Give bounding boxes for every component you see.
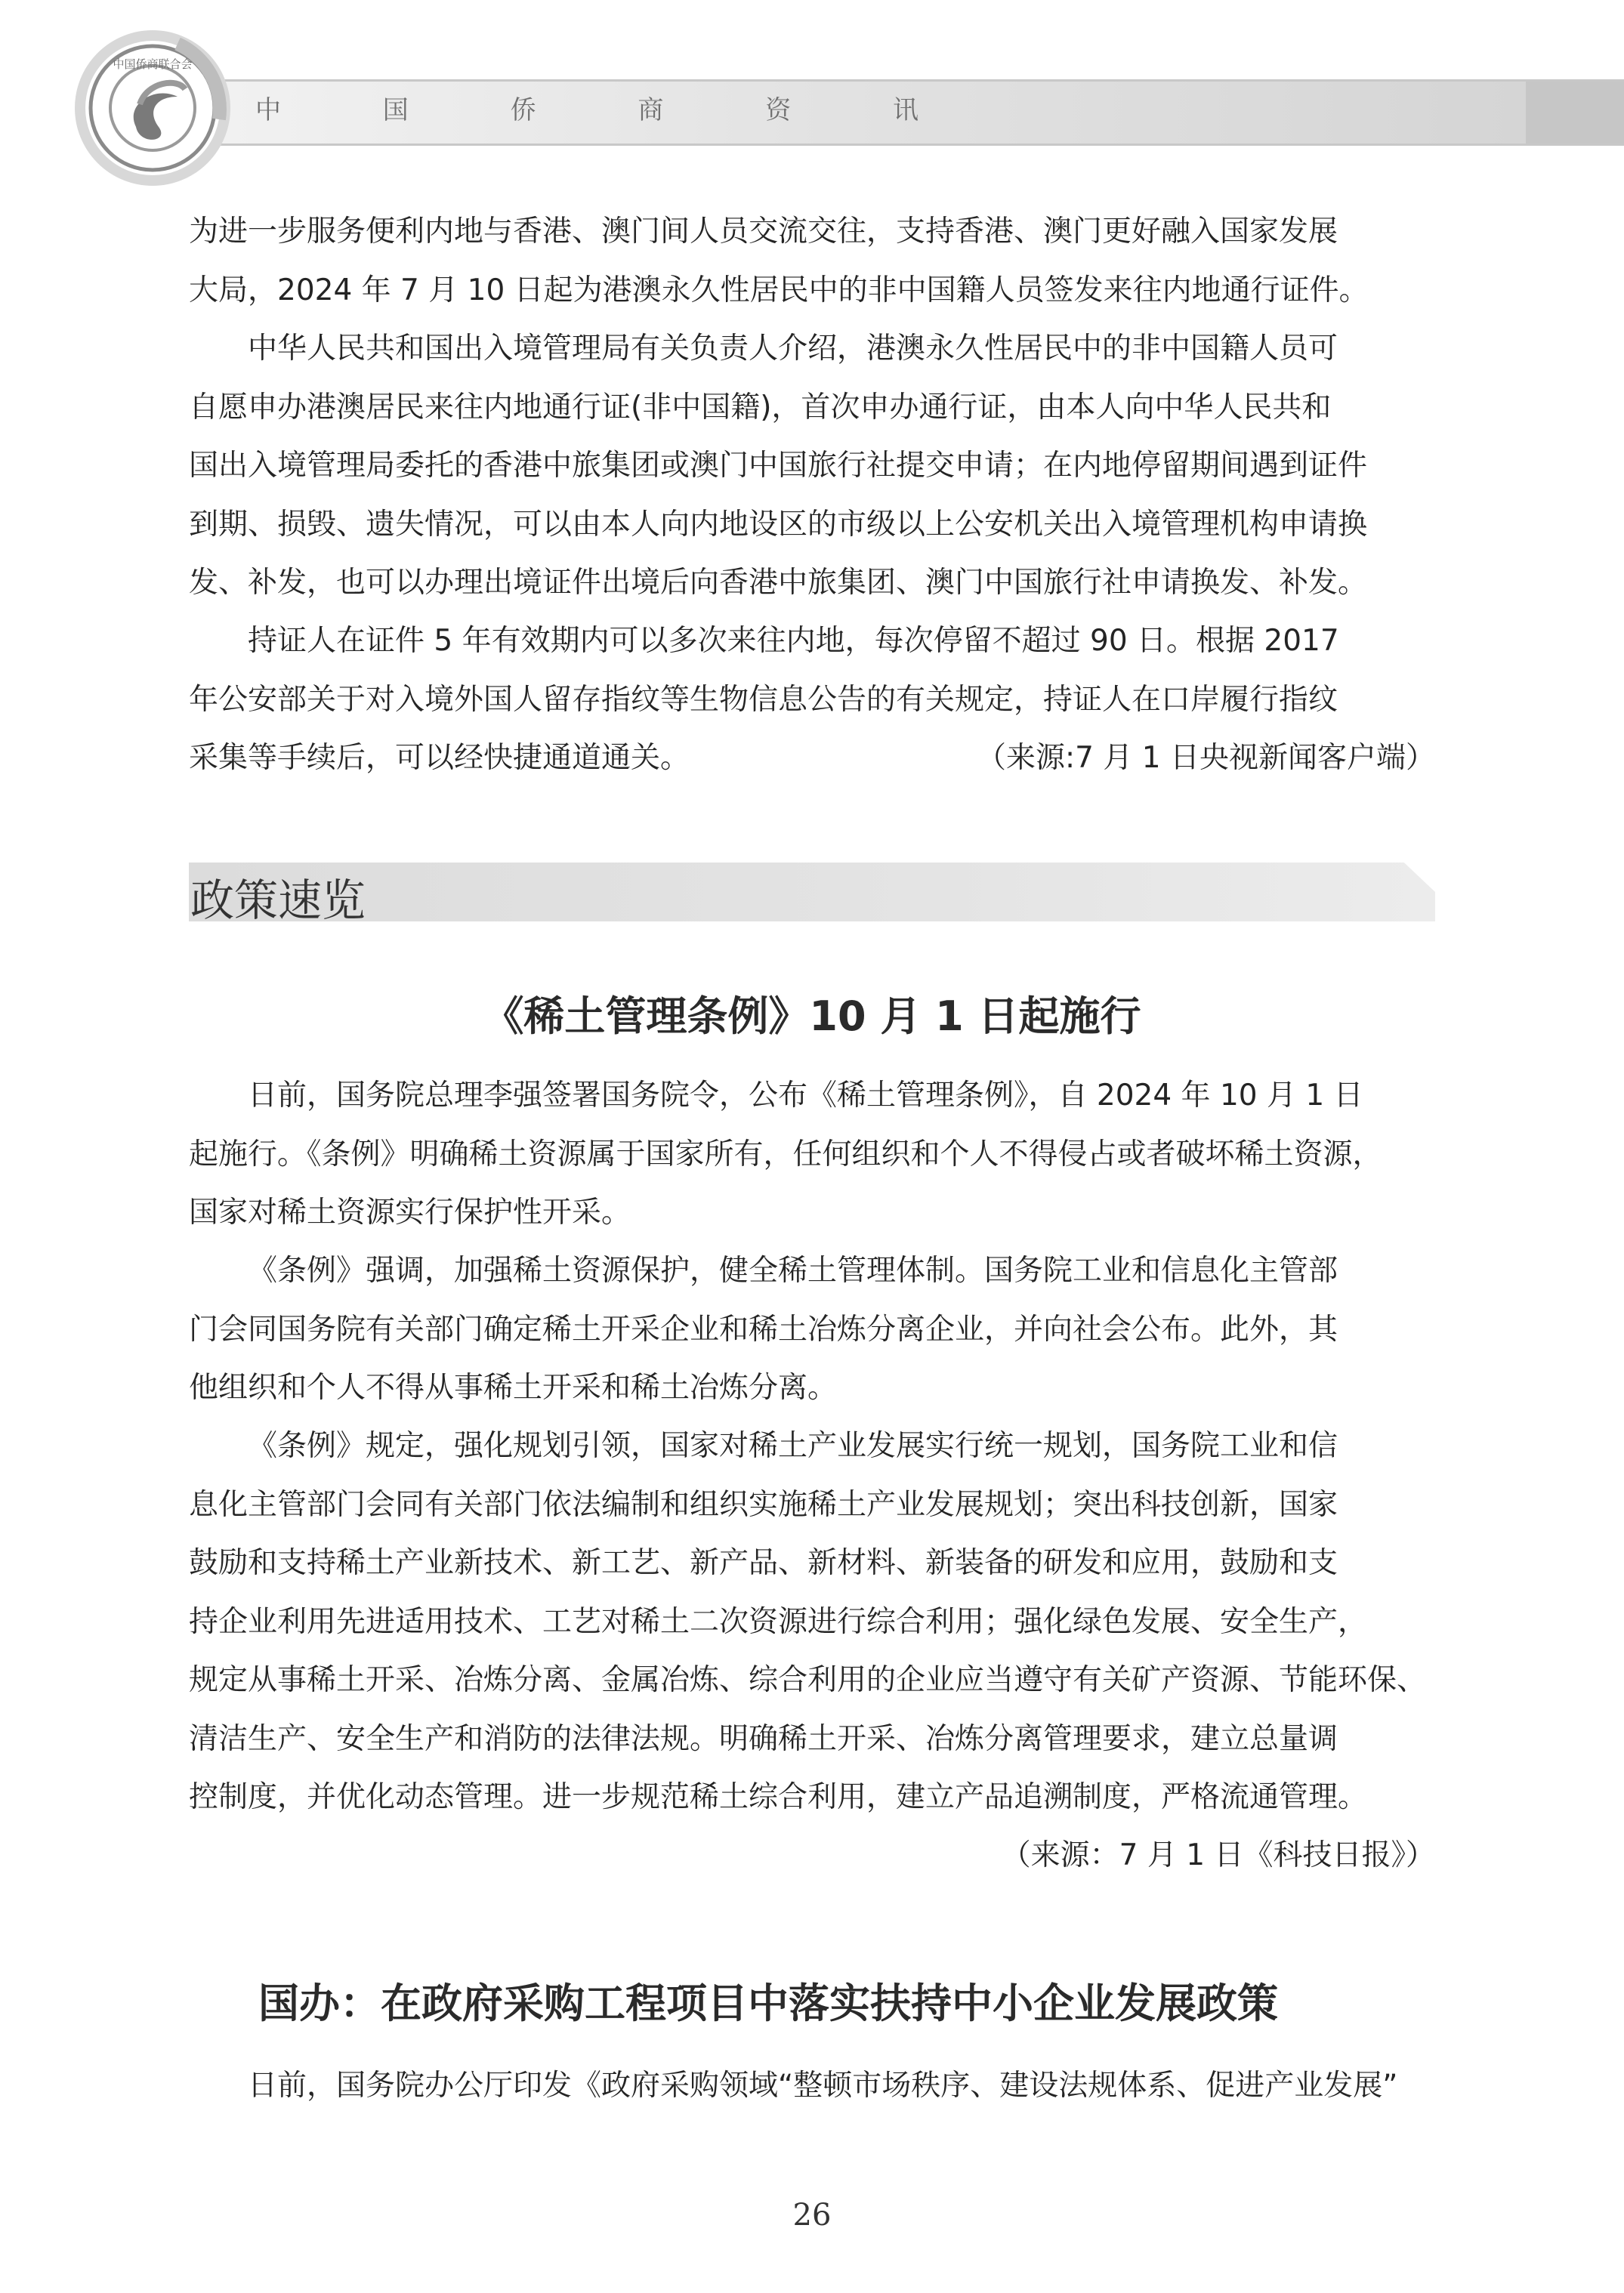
text-line: 自愿申办港澳居民来往内地通行证(非中国籍)，首次申办通行证，由本人向中华人民共和: [189, 390, 1332, 424]
text-line: 日前，国务院总理李强签署国务院令，公布《稀土管理条例》，自 2024 年 10 月 1 日: [248, 1079, 1363, 1113]
article2-paragraph-2: [189, 1242, 1435, 1418]
text-line: 国出入境管理局委托的香港中旅集团或澳门中国旅行社提交申请；在内地停留期间遇到证件: [189, 449, 1368, 483]
article2-source: （来源：7 月 1 日《科技日报》）: [1001, 1838, 1435, 1872]
section-banner: [189, 863, 1435, 921]
text-line: 《条例》规定，强化规划引领，国家对稀土产业发展实行统一规划，国务院工业和信: [248, 1429, 1338, 1463]
text-line: 采集等手续后，可以经快捷通道通关。: [189, 741, 690, 775]
article1-source: （来源:7 月 1 日央视新闻客户端）: [977, 741, 1435, 775]
running-header-title: 中 国 侨 商 资 讯: [255, 95, 966, 125]
text-line: 门会同国务院有关部门确定稀土开采企业和稀土冶炼分离企业，并向社会公布。此外，其: [189, 1312, 1338, 1347]
text-line: 为进一步服务便利内地与香港、澳门间人员交流交往，支持香港、澳门更好融入国家发展: [189, 214, 1338, 248]
article2-paragraph-1: [189, 1066, 1435, 1242]
page-number: 26: [792, 2198, 832, 2233]
federation-logo: [64, 14, 242, 191]
text-line: 持证人在证件 5 年有效期内可以多次来往内地，每次停留不超过 90 日。根据 2017: [248, 624, 1339, 658]
article2-title: 《稀土管理条例》10 月 1 日起施行: [483, 992, 1141, 1040]
section-title: 政策速览: [190, 875, 366, 926]
text-line: 规定从事稀土开采、冶炼分离、金属冶炼、综合利用的企业应当遵守有关矿产资源、节能环保、: [189, 1663, 1427, 1697]
logo-text: 中国侨商联合会: [113, 57, 193, 71]
text-line: 他组织和个人不得从事稀土开采和稀土冶炼分离。: [189, 1371, 838, 1405]
text-line: 发、补发，也可以办理出境证件出境后向香港中旅集团、澳门中国旅行社申请换发、补发。: [189, 566, 1368, 600]
text-line: 到期、损毁、遗失情况，可以由本人向内地设区的市级以上公安机关出入境管理机构申请换: [189, 507, 1368, 542]
text-line: 中华人民共和国出入境管理局有关负责人介绍，港澳永久性居民中的非中国籍人员可: [248, 332, 1338, 366]
text-line: 持企业利用先进适用技术、工艺对稀土二次资源进行综合利用；强化绿色发展、安全生产，: [189, 1604, 1368, 1639]
text-line: 大局，2024 年 7 月 10 日起为港澳永久性居民中的非中国籍人员签发来往内地通行证件。: [189, 273, 1369, 307]
article1-paragraph-2: [189, 319, 1435, 613]
text-line: 鼓励和支持稀土产业新技术、新工艺、新产品、新材料、新装备的研发和应用，鼓励和支: [189, 1546, 1338, 1580]
article3-paragraph-1: [189, 2057, 1435, 2116]
text-line: 清洁生产、安全生产和消防的法律法规。明确稀土开采、冶炼分离管理要求，建立总量调: [189, 1721, 1338, 1756]
text-line: 《条例》强调，加强稀土资源保护，健全稀土管理体制。国务院工业和信息化主管部: [248, 1254, 1338, 1288]
text-line: 起施行。《条例》明确稀土资源属于国家所有，任何组织和个人不得侵占或者破坏稀土资源，: [189, 1137, 1382, 1171]
article1-paragraph-1: [189, 202, 1435, 319]
text-line: 日前，国务院办公厅印发《政府采购领域“整顿市场秩序、建设法规体系、促进产业发展”: [248, 2069, 1398, 2103]
text-line: 息化主管部门会同有关部门依法编制和组织实施稀土产业发展规划；突出科技创新，国家: [189, 1487, 1338, 1522]
text-line: 控制度，并优化动态管理。进一步规范稀土综合利用，建立产品追溯制度，严格流通管理。: [189, 1780, 1368, 1814]
article2-paragraph-3: [189, 1417, 1435, 1827]
article3-title: 国办：在政府采购工程项目中落实扶持中小企业发展政策: [258, 1980, 1278, 2027]
text-line: 年公安部关于对入境外国人留存指纹等生物信息公告的有关规定，持证人在口岸履行指纹: [189, 682, 1338, 717]
text-line: 国家对稀土资源实行保护性开采。: [189, 1196, 631, 1230]
